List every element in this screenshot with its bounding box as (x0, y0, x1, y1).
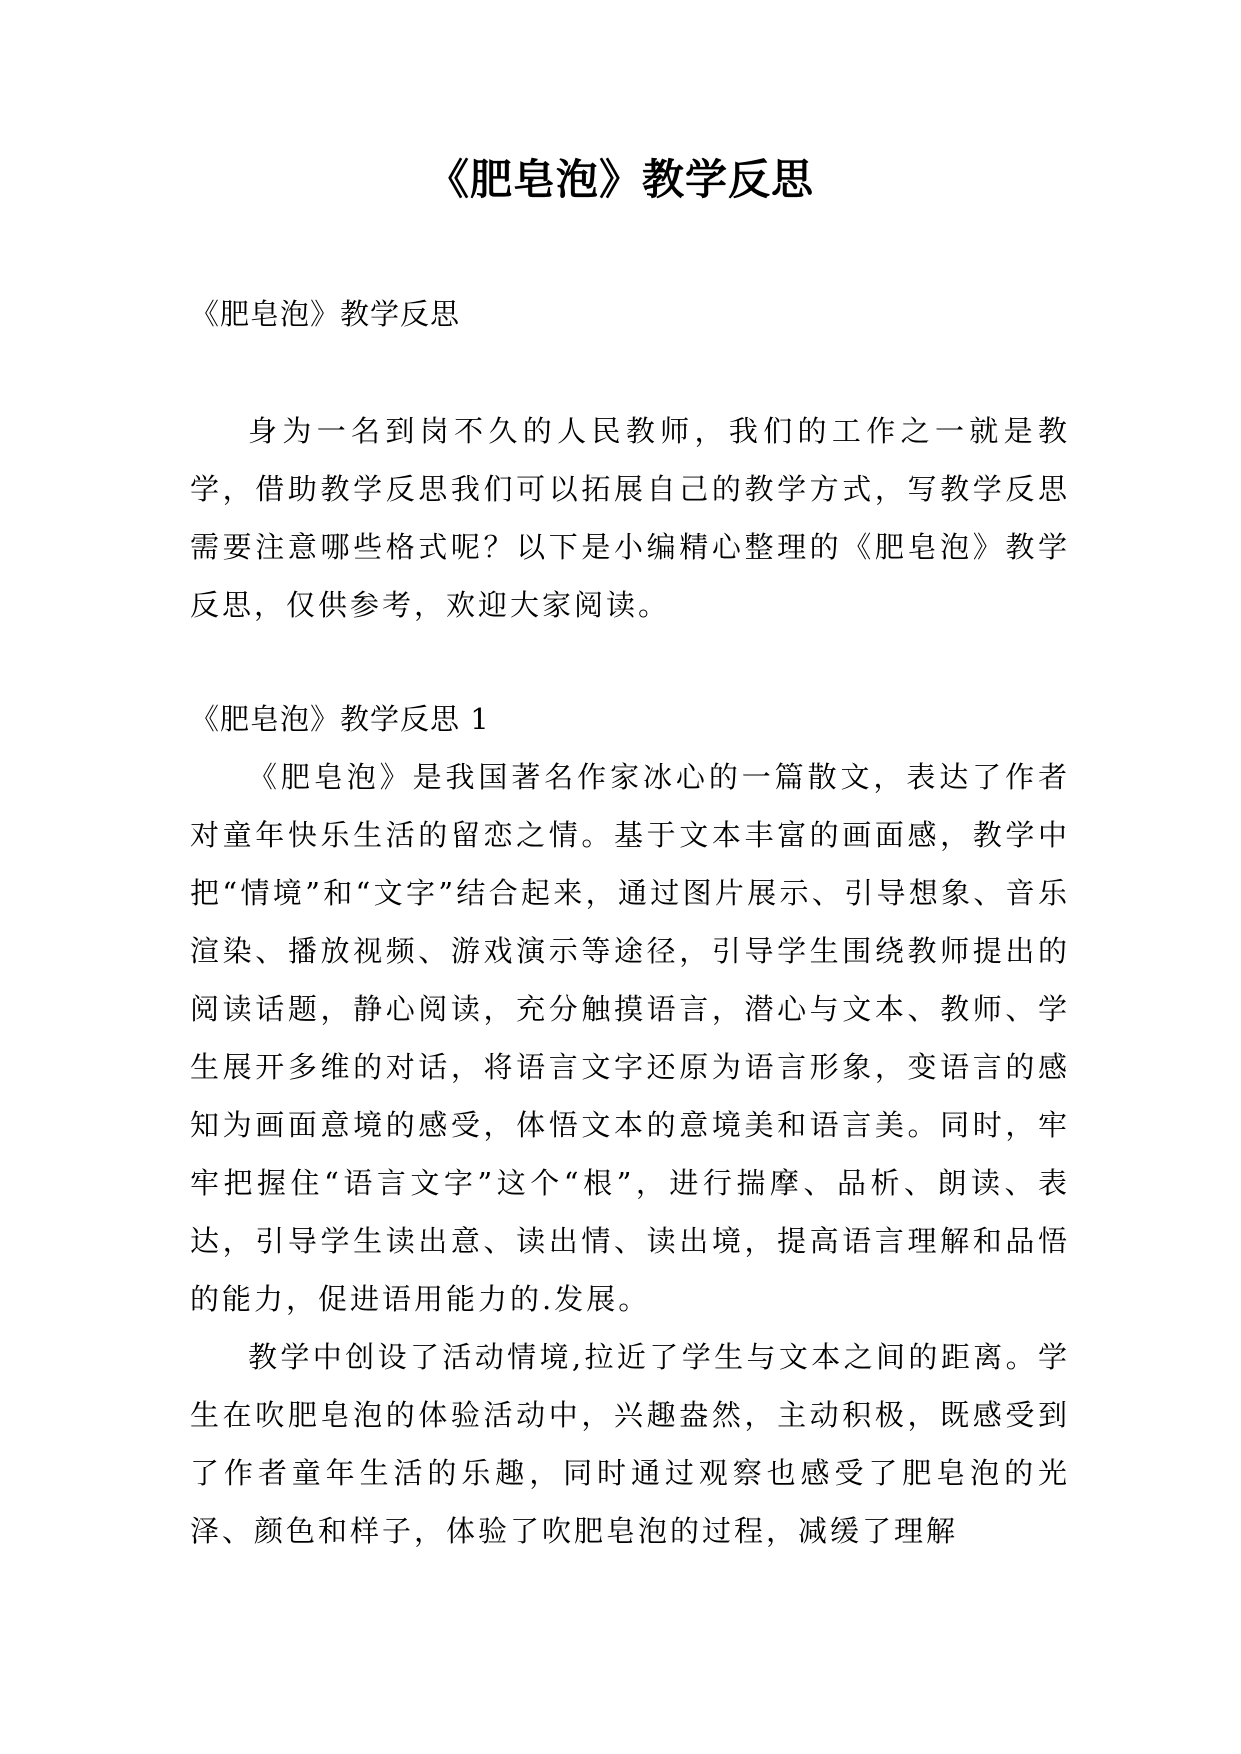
body-paragraph: 教学中创设了活动情境,拉近了学生与文本之间的距离。学生在吹肥皂泡的体验活动中，兴趣盎然，主动积极，既感受到了作者童年生活的乐趣，同时通过观察也感受了肥皂泡的光泽、颜色和样子，体验了吹肥皂泡的过程，减缓了理解 (190, 1340, 1070, 1548)
section-heading: 《肥皂泡》教学反思 1 (190, 702, 490, 736)
section-body (190, 748, 1070, 1560)
body-paragraph: 《肥皂泡》是我国著名作家冰心的一篇散文，表达了作者对童年快乐生活的留恋之情。基于文本丰富的画面感，教学中把“情境”和“文字”结合起来，通过图片展示、引导想象、音乐渲染、播放视频、游戏演示等途径，引导学生围绕教师提出的阅读话题，静心阅读，充分触摸语言，潜心与文本、教师、学生展开多维的对话，将语言文字还原为语言形象，变语言的感知为画面意境的感受，体悟文本的意境美和语言美。同时，牢牢把握住“语言文字”这个“根”，进行揣摩、品析、朗读、表达，引导学生读出意、读出情、读出境，提高语言理解和品悟的能力，促进语用能力的.发展。 (190, 760, 1070, 1316)
document-subtitle: 《肥皂泡》教学反思 (190, 297, 461, 331)
document-title: 《肥皂泡》教学反思 (426, 155, 814, 204)
intro-paragraph: 身为一名到岗不久的人民教师，我们的工作之一就是教学，借助教学反思我们可以拓展自己的教学方式，写教学反思需要注意哪些格式呢？以下是小编精心整理的《肥皂泡》教学反思，仅供参考，欢迎大家阅读。 (190, 414, 1070, 622)
intro-section (190, 402, 1070, 634)
